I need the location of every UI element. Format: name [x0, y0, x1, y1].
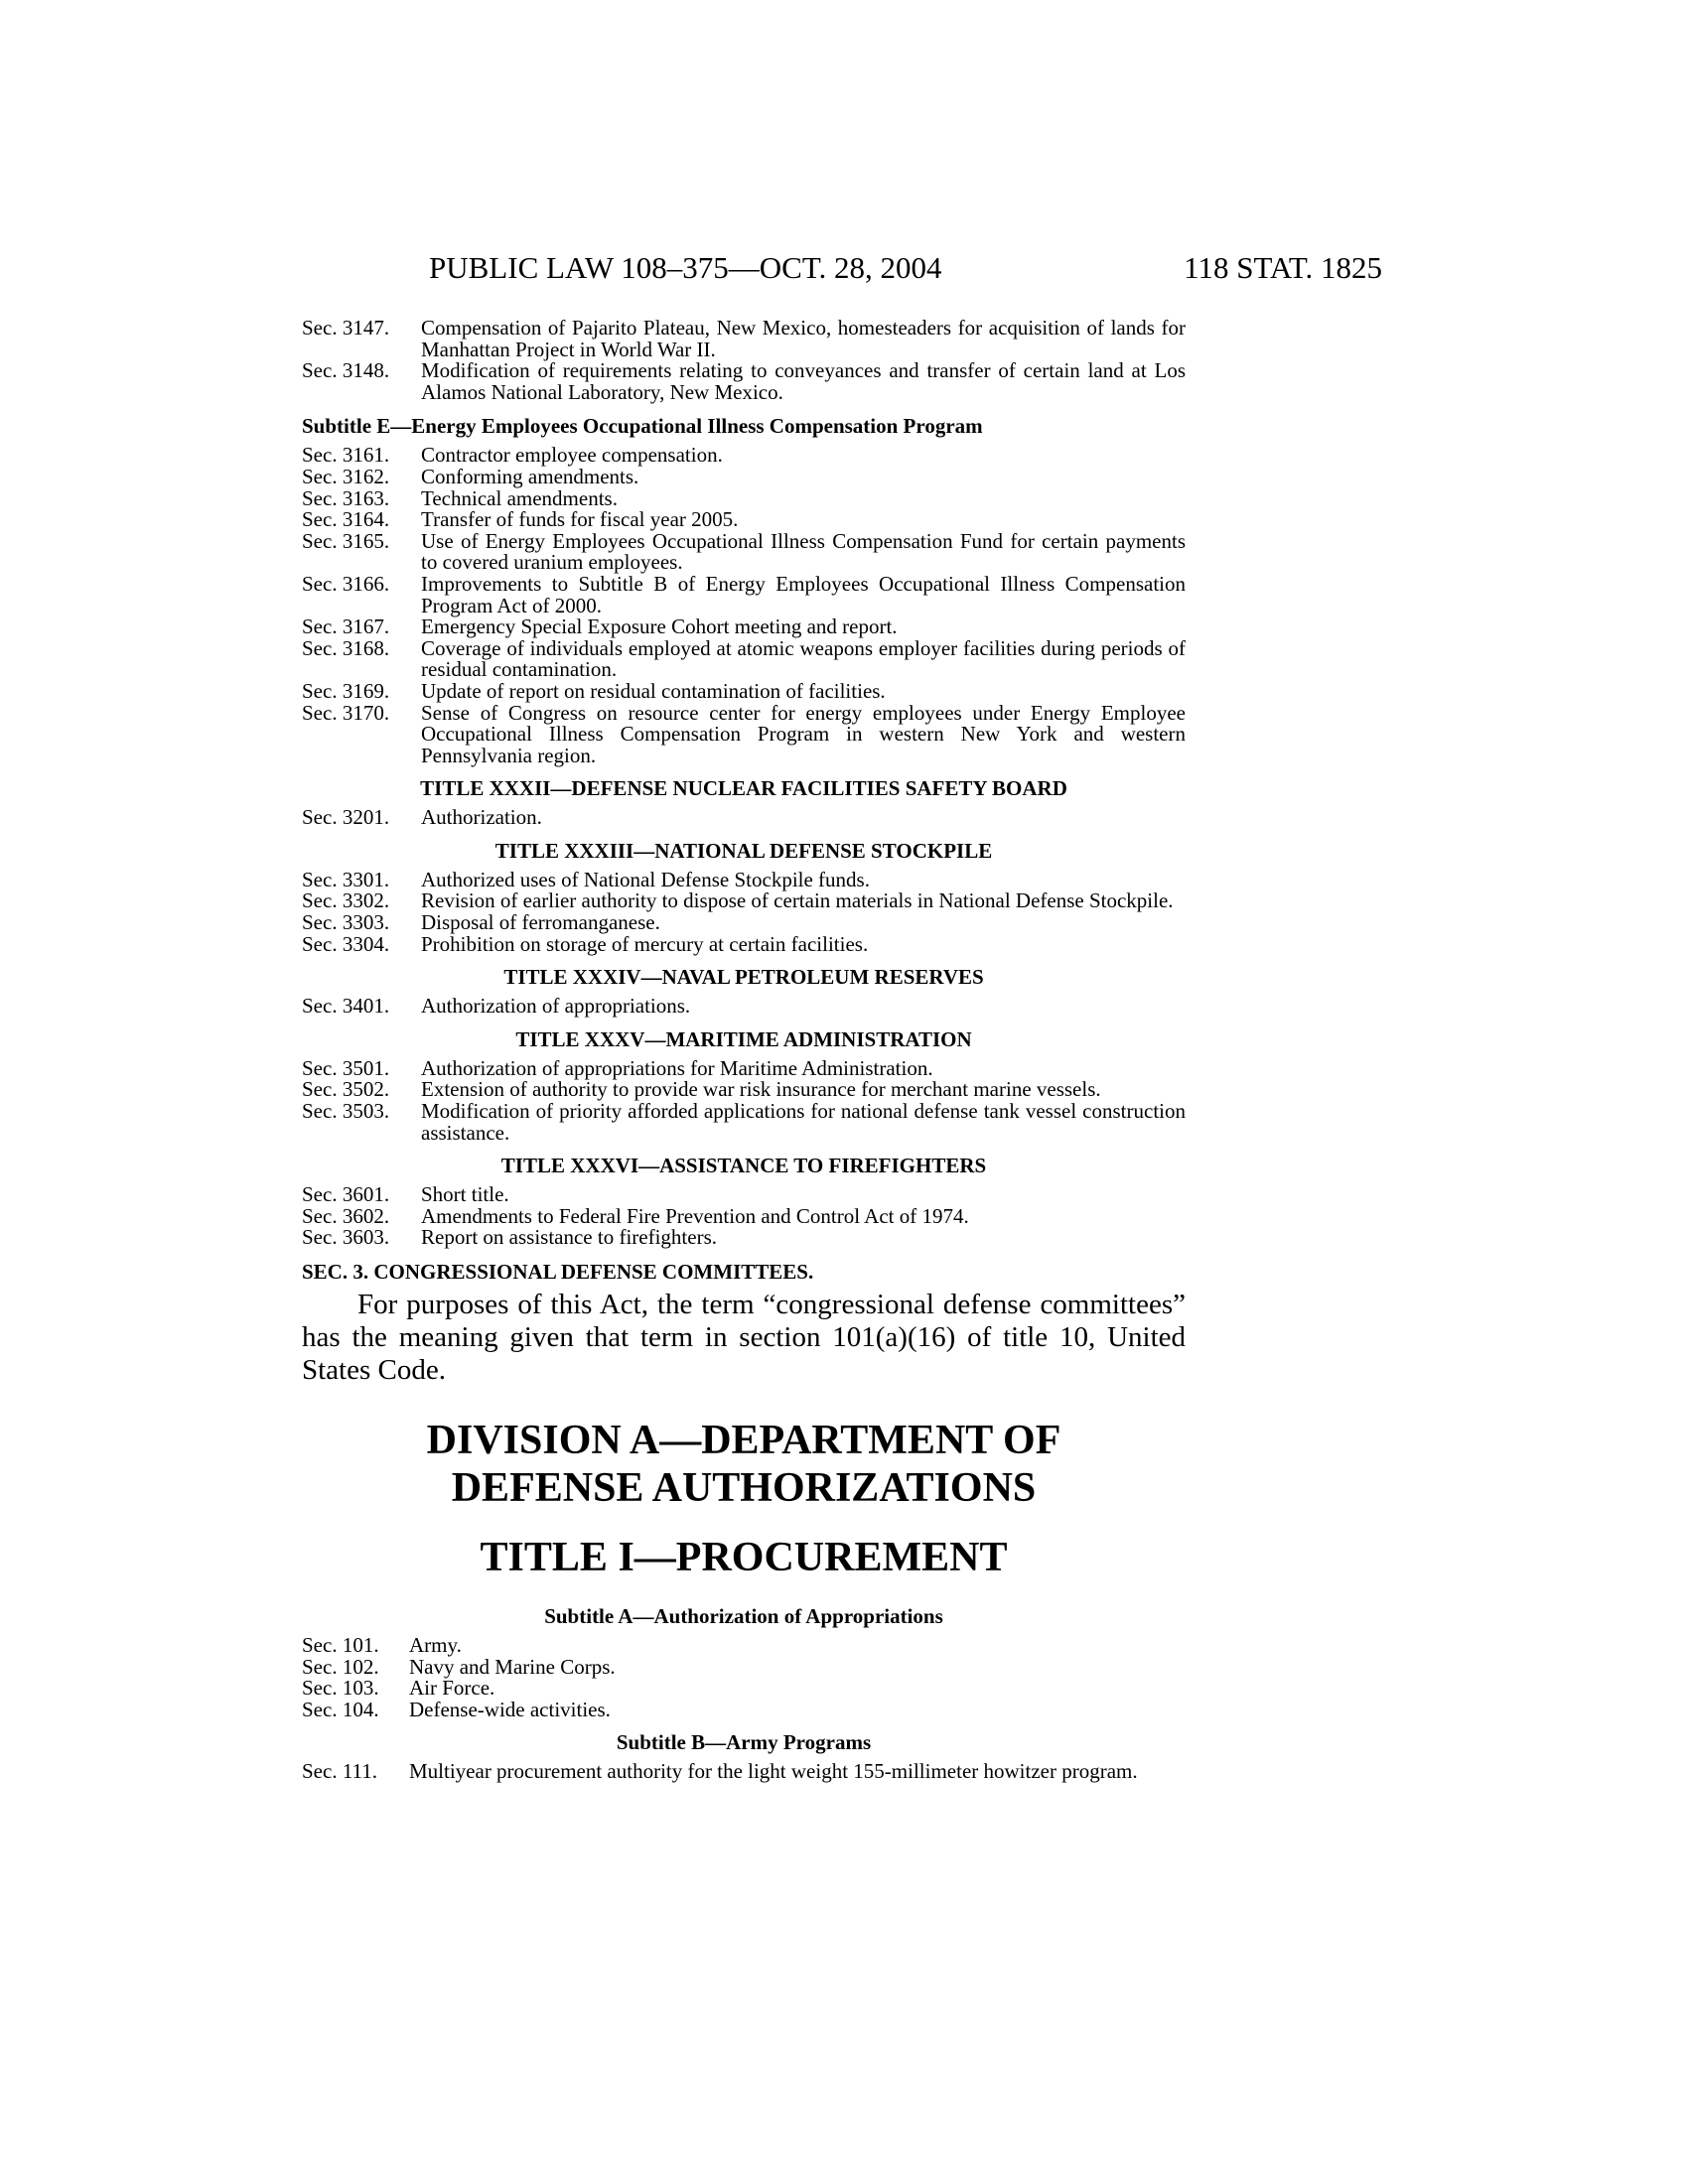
title-xxxv-heading: TITLE XXXV—MARITIME ADMINISTRATION: [515, 1026, 972, 1051]
title-xxxiv-heading: TITLE XXXIV—NAVAL PETROLEUM RESERVES: [503, 965, 984, 990]
toc-entry: [302, 1227, 1186, 1249]
section-number: Sec. 3147.: [302, 316, 390, 340]
section-list: [302, 1761, 1186, 1783]
section-title: Transfer of funds for fiscal year 2005.: [421, 507, 739, 532]
toc-entry: [302, 996, 1186, 1018]
section-title: Technical amendments.: [421, 485, 618, 510]
section-number: Sec. 3162.: [302, 464, 390, 488]
toc-entry: [302, 931, 1186, 956]
section-number: Sec. 3502.: [302, 1077, 390, 1102]
section-number: Sec. 3168.: [302, 635, 390, 660]
section-number: Sec. 111.: [302, 1759, 378, 1784]
section-list: [302, 996, 1186, 1018]
section-title: Authorization of appropriations.: [421, 994, 691, 1019]
title-xxxvi-heading: TITLE XXXVI—ASSISTANCE TO FIREFIGHTERS: [500, 1154, 987, 1178]
section-title: Modification of priority afforded applications for national defense tank vessel construction assistance.: [421, 1099, 1186, 1145]
toc-entry: [302, 1654, 1186, 1679]
toc-entry: [302, 1697, 1186, 1721]
section-title: Authorized uses of National Defense Stockpile funds.: [421, 867, 870, 891]
section-list: [302, 1635, 1186, 1720]
section-number: Sec. 3165.: [302, 528, 390, 553]
section-title: Modification of requirements relating to conveyances and transfer of certain land at Los Alamos National Laboratory, New Mexico.: [421, 358, 1186, 404]
section-title: Contractor employee compensation.: [421, 443, 723, 468]
toc-entry: [302, 1079, 1186, 1101]
section-number: Sec. 3304.: [302, 931, 390, 956]
toc-entry: [302, 1635, 1186, 1657]
section-title: Coverage of individuals employed at atomic weapons employer facilities during periods of residual contamination.: [421, 635, 1186, 682]
toc-entry: [302, 1761, 1186, 1783]
toc-entry: [302, 464, 1186, 488]
section-number: Sec. 3169.: [302, 678, 390, 703]
division-a-heading: [302, 1417, 1186, 1512]
toc-entry: [302, 807, 1186, 829]
section-title: Short title.: [421, 1182, 509, 1207]
toc-entry: [302, 1055, 1186, 1080]
section-title: Disposal of ferromanganese.: [421, 910, 660, 935]
section-title: Emergency Special Exposure Cohort meeting and report.: [421, 614, 898, 639]
header-public-law: PUBLIC LAW 108–375—OCT. 28, 2004: [429, 250, 942, 285]
section-title: Prohibition on storage of mercury at certain facilities.: [421, 931, 869, 956]
toc-entry: [302, 445, 1186, 467]
section-list: [302, 318, 1186, 403]
section-title: Multiyear procurement authority for the light weight 155-millimeter howitzer program.: [409, 1759, 1138, 1784]
toc-entry: [302, 318, 1186, 360]
toc-entry: [302, 1678, 1186, 1700]
toc-entry: [302, 867, 1186, 891]
toc-entry: [302, 1184, 1186, 1206]
division-heading-line-1: DIVISION A—DEPARTMENT OF: [426, 1418, 1061, 1463]
section-number: Sec. 3301.: [302, 867, 390, 891]
toc-entry: [302, 635, 1186, 682]
section-number: Sec. 3163.: [302, 485, 390, 510]
section-number: Sec. 3303.: [302, 910, 390, 935]
toc-entry: [302, 485, 1186, 510]
section-title: Conforming amendments.: [421, 464, 639, 488]
section-title: Navy and Marine Corps.: [409, 1654, 616, 1679]
section-number: Sec. 3603.: [302, 1225, 390, 1250]
section-number: Sec. 3302.: [302, 888, 390, 913]
section-title: Amendments to Federal Fire Prevention and Control Act of 1974.: [421, 1203, 969, 1228]
section-number: Sec. 3602.: [302, 1203, 390, 1228]
section-number: Sec. 102.: [302, 1654, 379, 1679]
section-title: Revision of earlier authority to dispose of certain materials in National Defense Stockpile.: [421, 888, 1174, 913]
toc-entry: [302, 912, 1186, 934]
section-number: Sec. 3201.: [302, 805, 390, 830]
toc-entry: [302, 890, 1186, 912]
sec3-heading: SEC. 3. CONGRESSIONAL DEFENSE COMMITTEES.: [302, 1260, 814, 1284]
section-title: Extension of authority to provide war risk insurance for merchant marine vessels.: [421, 1077, 1101, 1102]
section-number: Sec. 101.: [302, 1633, 379, 1657]
section-number: Sec. 3503.: [302, 1099, 390, 1124]
subtitle-b-heading: Subtitle B—Army Programs: [616, 1730, 872, 1755]
section-number: Sec. 3148.: [302, 358, 390, 383]
toc-entry: [302, 509, 1186, 531]
subtitle-e-heading: Subtitle E—Energy Employees Occupational Illness Compensation Program: [302, 414, 983, 439]
toc-entry: [302, 528, 1186, 575]
toc-entry: [302, 700, 1186, 767]
division-heading-line-2: DEFENSE AUTHORIZATIONS: [451, 1465, 1037, 1511]
title-xxxiii-heading: TITLE XXXIII—NATIONAL DEFENSE STOCKPILE: [494, 838, 993, 863]
section-title: Sense of Congress on resource center for energy employees under Energy Employee Occupational Illness Compensation Program in western New York and western Pennsylvania region.: [421, 700, 1186, 767]
toc-entry: [302, 616, 1186, 638]
section-title: Use of Energy Employees Occupational Illness Compensation Fund for certain payments to covered uranium employees.: [421, 528, 1186, 575]
section-title: Defense-wide activities.: [409, 1697, 611, 1721]
section-number: Sec. 3164.: [302, 507, 390, 532]
section-list: [302, 1055, 1186, 1145]
section-title: Compensation of Pajarito Plateau, New Mexico, homesteaders for acquisition of lands for Manhattan Project in World War II.: [421, 316, 1186, 361]
subtitle-a-heading: Subtitle A—Authorization of Appropriations: [544, 1604, 943, 1628]
section-number: Sec. 3601.: [302, 1182, 390, 1207]
title-i-heading: TITLE I—PROCUREMENT: [480, 1535, 1008, 1580]
section-number: Sec. 3161.: [302, 443, 390, 468]
section-title: Authorization.: [421, 805, 542, 830]
toc-entry: [302, 1203, 1186, 1228]
section-number: Sec. 3167.: [302, 614, 390, 639]
section-title: Army.: [409, 1633, 462, 1657]
section-number: Sec. 3401.: [302, 994, 390, 1019]
section-number: Sec. 103.: [302, 1676, 379, 1701]
header-statute-page: 118 STAT. 1825: [1184, 250, 1382, 285]
sec3-body: For purposes of this Act, the term “congressional defense committees” has the meaning given that term in section 101(a)(16) of title 10, United States Code.: [302, 1289, 1186, 1386]
section-list: [302, 867, 1186, 956]
section-list: [302, 1184, 1186, 1249]
section-title: Improvements to Subtitle B of Energy Employees Occupational Illness Compensation Program Act of 2000.: [421, 571, 1186, 617]
toc-entry: [302, 360, 1186, 403]
section-list: [302, 445, 1186, 766]
toc-entry: [302, 571, 1186, 617]
running-header: [429, 250, 1382, 290]
table-of-contents: [302, 318, 1186, 1783]
section-title: Update of report on residual contamination of facilities.: [421, 678, 886, 703]
toc-entry: [302, 678, 1186, 703]
section-list: [302, 807, 1186, 829]
section-title: Report on assistance to firefighters.: [421, 1225, 717, 1250]
section-title: Air Force.: [409, 1676, 495, 1701]
section-number: Sec. 104.: [302, 1697, 379, 1721]
toc-entry: [302, 1101, 1186, 1144]
section-title: Authorization of appropriations for Maritime Administration.: [421, 1055, 933, 1080]
section-number: Sec. 3501.: [302, 1055, 390, 1080]
section-number: Sec. 3166.: [302, 571, 390, 596]
section-number: Sec. 3170.: [302, 700, 390, 725]
title-xxxii-heading: TITLE XXXII—DEFENSE NUCLEAR FACILITIES SAFETY BOARD: [420, 776, 1067, 801]
